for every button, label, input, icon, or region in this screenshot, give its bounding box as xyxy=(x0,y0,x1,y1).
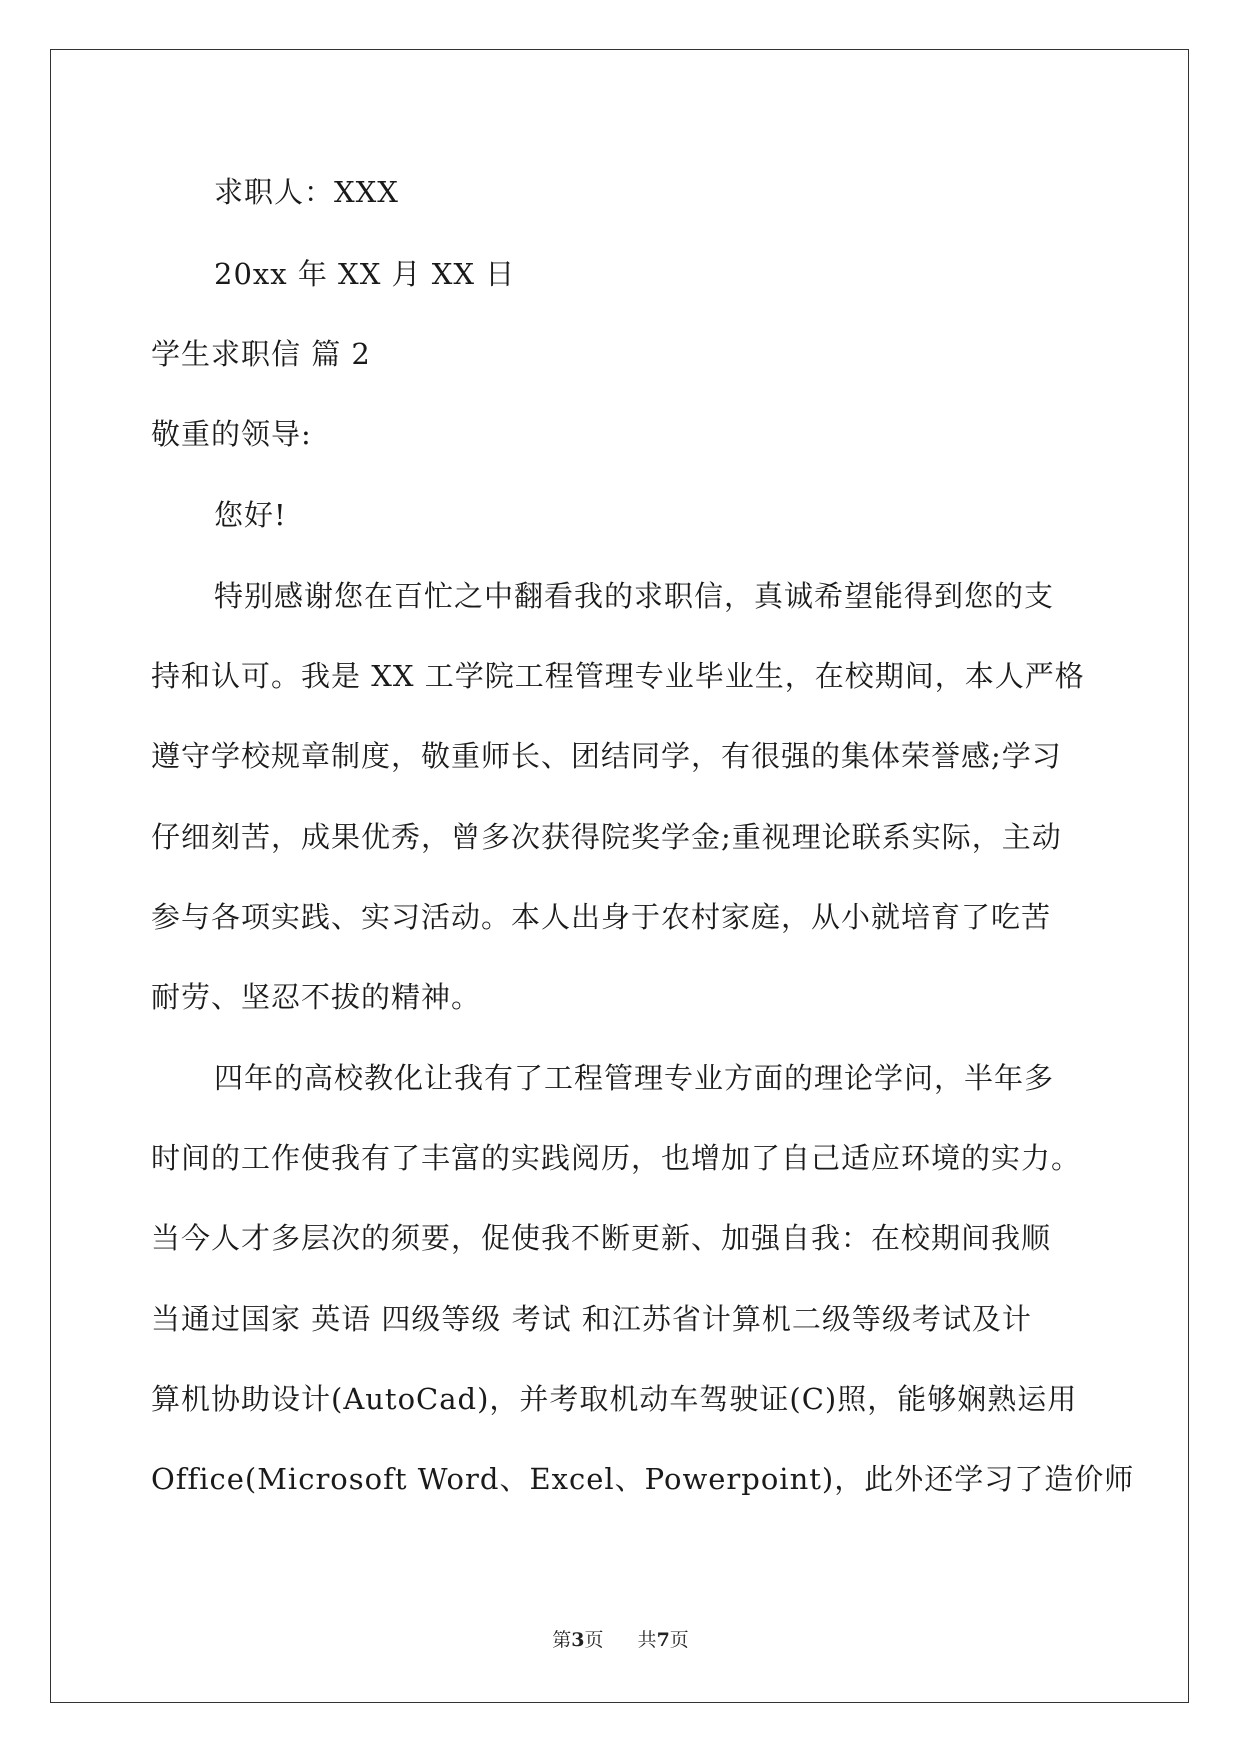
signature-label: 求职人：XXX xyxy=(214,175,399,209)
body-line: 时间的工作使我有了丰富的实践阅历，也增加了自己适应环境的实力。 xyxy=(151,1141,1082,1175)
body-line: 特别感谢您在百忙之中翻看我的求职信，真诚希望能得到您的支 xyxy=(214,579,1055,613)
page-prefix: 第 xyxy=(552,1629,572,1651)
body-line: 仔细刻苦，成果优秀，曾多次获得院奖学金;重视理论联系实际，主动 xyxy=(151,820,1062,854)
page-number-label xyxy=(552,1628,603,1652)
body-line: 持和认可。我是 XX 工学院工程管理专业毕业生，在校期间，本人严格 xyxy=(151,659,1085,693)
current-page-number: 3 xyxy=(571,1629,585,1651)
salutation: 敬重的领导: xyxy=(151,417,312,451)
body-line: 耐劳、坚忍不拔的精神。 xyxy=(151,980,482,1014)
body-line: 算机协助设计(AutoCad)，并考取机动车驾驶证(C)照，能够娴熟运用 xyxy=(151,1382,1078,1416)
body-line: Office(Microsoft Word、Excel、Powerpoint)，此外还学习了造价师 xyxy=(151,1462,1135,1496)
body-line: 当今人才多层次的须要，促使我不断更新、加强自我：在校期间我顺 xyxy=(151,1221,1052,1255)
section-title: 学生求职信 篇 2 xyxy=(151,337,371,371)
body-line: 四年的高校教化让我有了工程管理专业方面的理论学问，半年多 xyxy=(214,1061,1055,1095)
page-footer xyxy=(0,1628,1241,1652)
page-total-label xyxy=(638,1628,689,1652)
page-border xyxy=(50,49,1189,1703)
total-page-number: 7 xyxy=(656,1629,670,1651)
body-line: 当通过国家 英语 四级等级 考试 和江苏省计算机二级等级考试及计 xyxy=(151,1302,1032,1336)
body-line: 参与各项实践、实习活动。本人出身于农村家庭，从小就培育了吃苦 xyxy=(151,900,1052,934)
total-suffix: 页 xyxy=(669,1629,689,1651)
page-suffix: 页 xyxy=(584,1629,604,1651)
body-line: 遵守学校规章制度，敬重师长、团结同学，有很强的集体荣誉感;学习 xyxy=(151,739,1062,773)
total-prefix: 共 xyxy=(637,1629,657,1651)
date-line: 20xx 年 XX 月 XX 日 xyxy=(214,257,516,291)
greeting: 您好! xyxy=(214,498,287,532)
